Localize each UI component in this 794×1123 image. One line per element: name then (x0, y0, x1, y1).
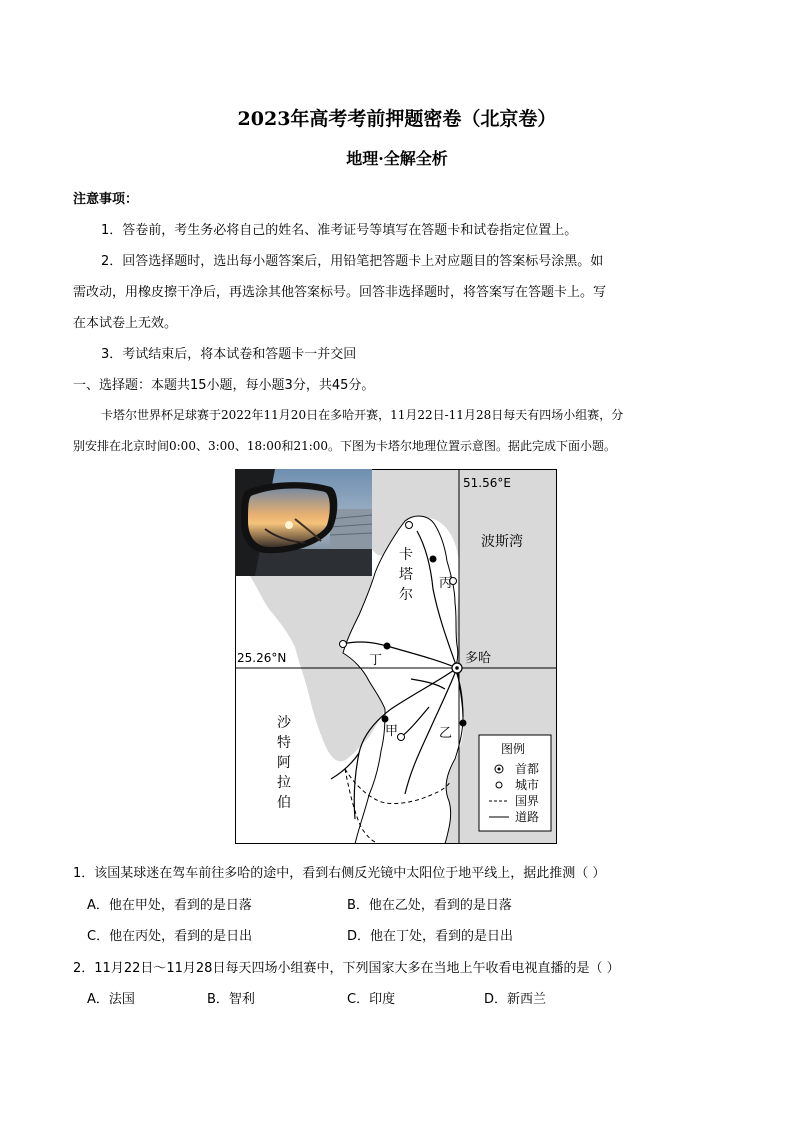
country-label-3: 尔 (399, 587, 413, 603)
saudi-label-5: 伯 (277, 795, 291, 811)
notice-heading: 注意事项： (73, 192, 139, 207)
intro-line-1: 卡塔尔世界杯足球赛于2022年11月20日在多哈开赛，11月22日-11月28日每天有四场小组赛，分 (101, 408, 624, 422)
qatar-location-map (235, 469, 557, 844)
page-subtitle: 地理·全解全析 (346, 149, 448, 168)
longitude-label: 51.56°E (463, 476, 511, 490)
map-legend (479, 735, 551, 831)
question-2-stem: 2．11月22日～11月28日每天四场小组赛中，下列国家大多在当地上午收看电视直播的是（ ） (73, 961, 620, 976)
city-bing-dot (430, 556, 437, 563)
question-1-option-c: C．他在丙处，看到的是日出 (87, 929, 253, 944)
capital-doha-center (455, 666, 459, 670)
city-marker (406, 522, 413, 529)
section-heading: 一、选择题：本题共15小题，每小题3分，共45分。 (73, 378, 375, 393)
point-label-yi: 乙 (439, 726, 453, 741)
notice-item-3: 3．考试结束后，将本试卷和答题卡一并交回 (101, 347, 357, 362)
question-2-option-d: D．新西兰 (484, 992, 547, 1007)
page-title: 2023年高考考前押题密卷（北京卷） (237, 108, 557, 130)
point-label-bing: 丙 (439, 576, 453, 591)
city-yi-dot (460, 720, 467, 727)
question-1-option-b: B．他在乙处，看到的是日落 (347, 898, 512, 913)
gulf-label: 波斯湾 (481, 534, 523, 550)
saudi-label-1: 沙 (277, 715, 291, 731)
question-1-option-d: D．他在丁处，看到的是日出 (347, 929, 514, 944)
legend-title: 图例 (501, 742, 526, 756)
question-1-stem: 1．该国某球迷在驾车前往多哈的途中，看到右侧反光镜中太阳位于地平线上，据此推测（ ） (73, 866, 606, 881)
question-2-option-c: C．印度 (347, 992, 396, 1007)
capital-label: 多哈 (465, 651, 492, 666)
question-2-option-a: A．法国 (87, 992, 135, 1007)
country-label-1: 卡 (399, 547, 413, 563)
legend-city-label: 城市 (515, 778, 540, 792)
side-mirror-sunset-photo (235, 469, 372, 576)
notice-item-2-line-2: 需改动，用橡皮擦干净后，再选涂其他答案标号。回答非选择题时，将答案写在答题卡上。写 (73, 285, 607, 300)
point-label-jia: 甲 (385, 724, 399, 739)
point-label-ding: 丁 (369, 653, 383, 668)
city-ding-dot (384, 643, 391, 650)
city-jia-dot (382, 716, 389, 723)
legend-capital-label: 首都 (515, 762, 540, 776)
intro-line-2: 别安排在北京时间0:00、3:00、18:00和21:00。下图为卡塔尔地理位置示意图。据此完成下面小题。 (73, 439, 617, 453)
country-label-2: 塔 (399, 567, 413, 583)
notice-item-2-line-3: 在本试卷上无效。 (73, 316, 178, 331)
legend-capital-icon-center (498, 768, 501, 771)
latitude-label: 25.26°N (237, 651, 287, 665)
notice-item-1: 1．答卷前，考生务必将自己的姓名、准考证号等填写在答题卡和试卷指定位置上。 (101, 223, 578, 238)
legend-border-label: 国界 (515, 794, 540, 808)
saudi-label-4: 拉 (277, 775, 291, 791)
saudi-label-3: 阿 (277, 755, 291, 771)
legend-road-label: 道路 (515, 810, 540, 824)
legend-city-icon (496, 782, 502, 788)
question-1-option-a: A．他在甲处，看到的是日落 (87, 898, 252, 913)
saudi-label-2: 特 (277, 735, 291, 751)
notice-item-2-line-1: 2．回答选择题时，选出每小题答案后，用铅笔把答题卡上对应题目的答案标号涂黑。如 (101, 254, 604, 269)
city-marker (398, 734, 405, 741)
city-marker (340, 641, 347, 648)
question-2-option-b: B．智利 (207, 992, 255, 1007)
